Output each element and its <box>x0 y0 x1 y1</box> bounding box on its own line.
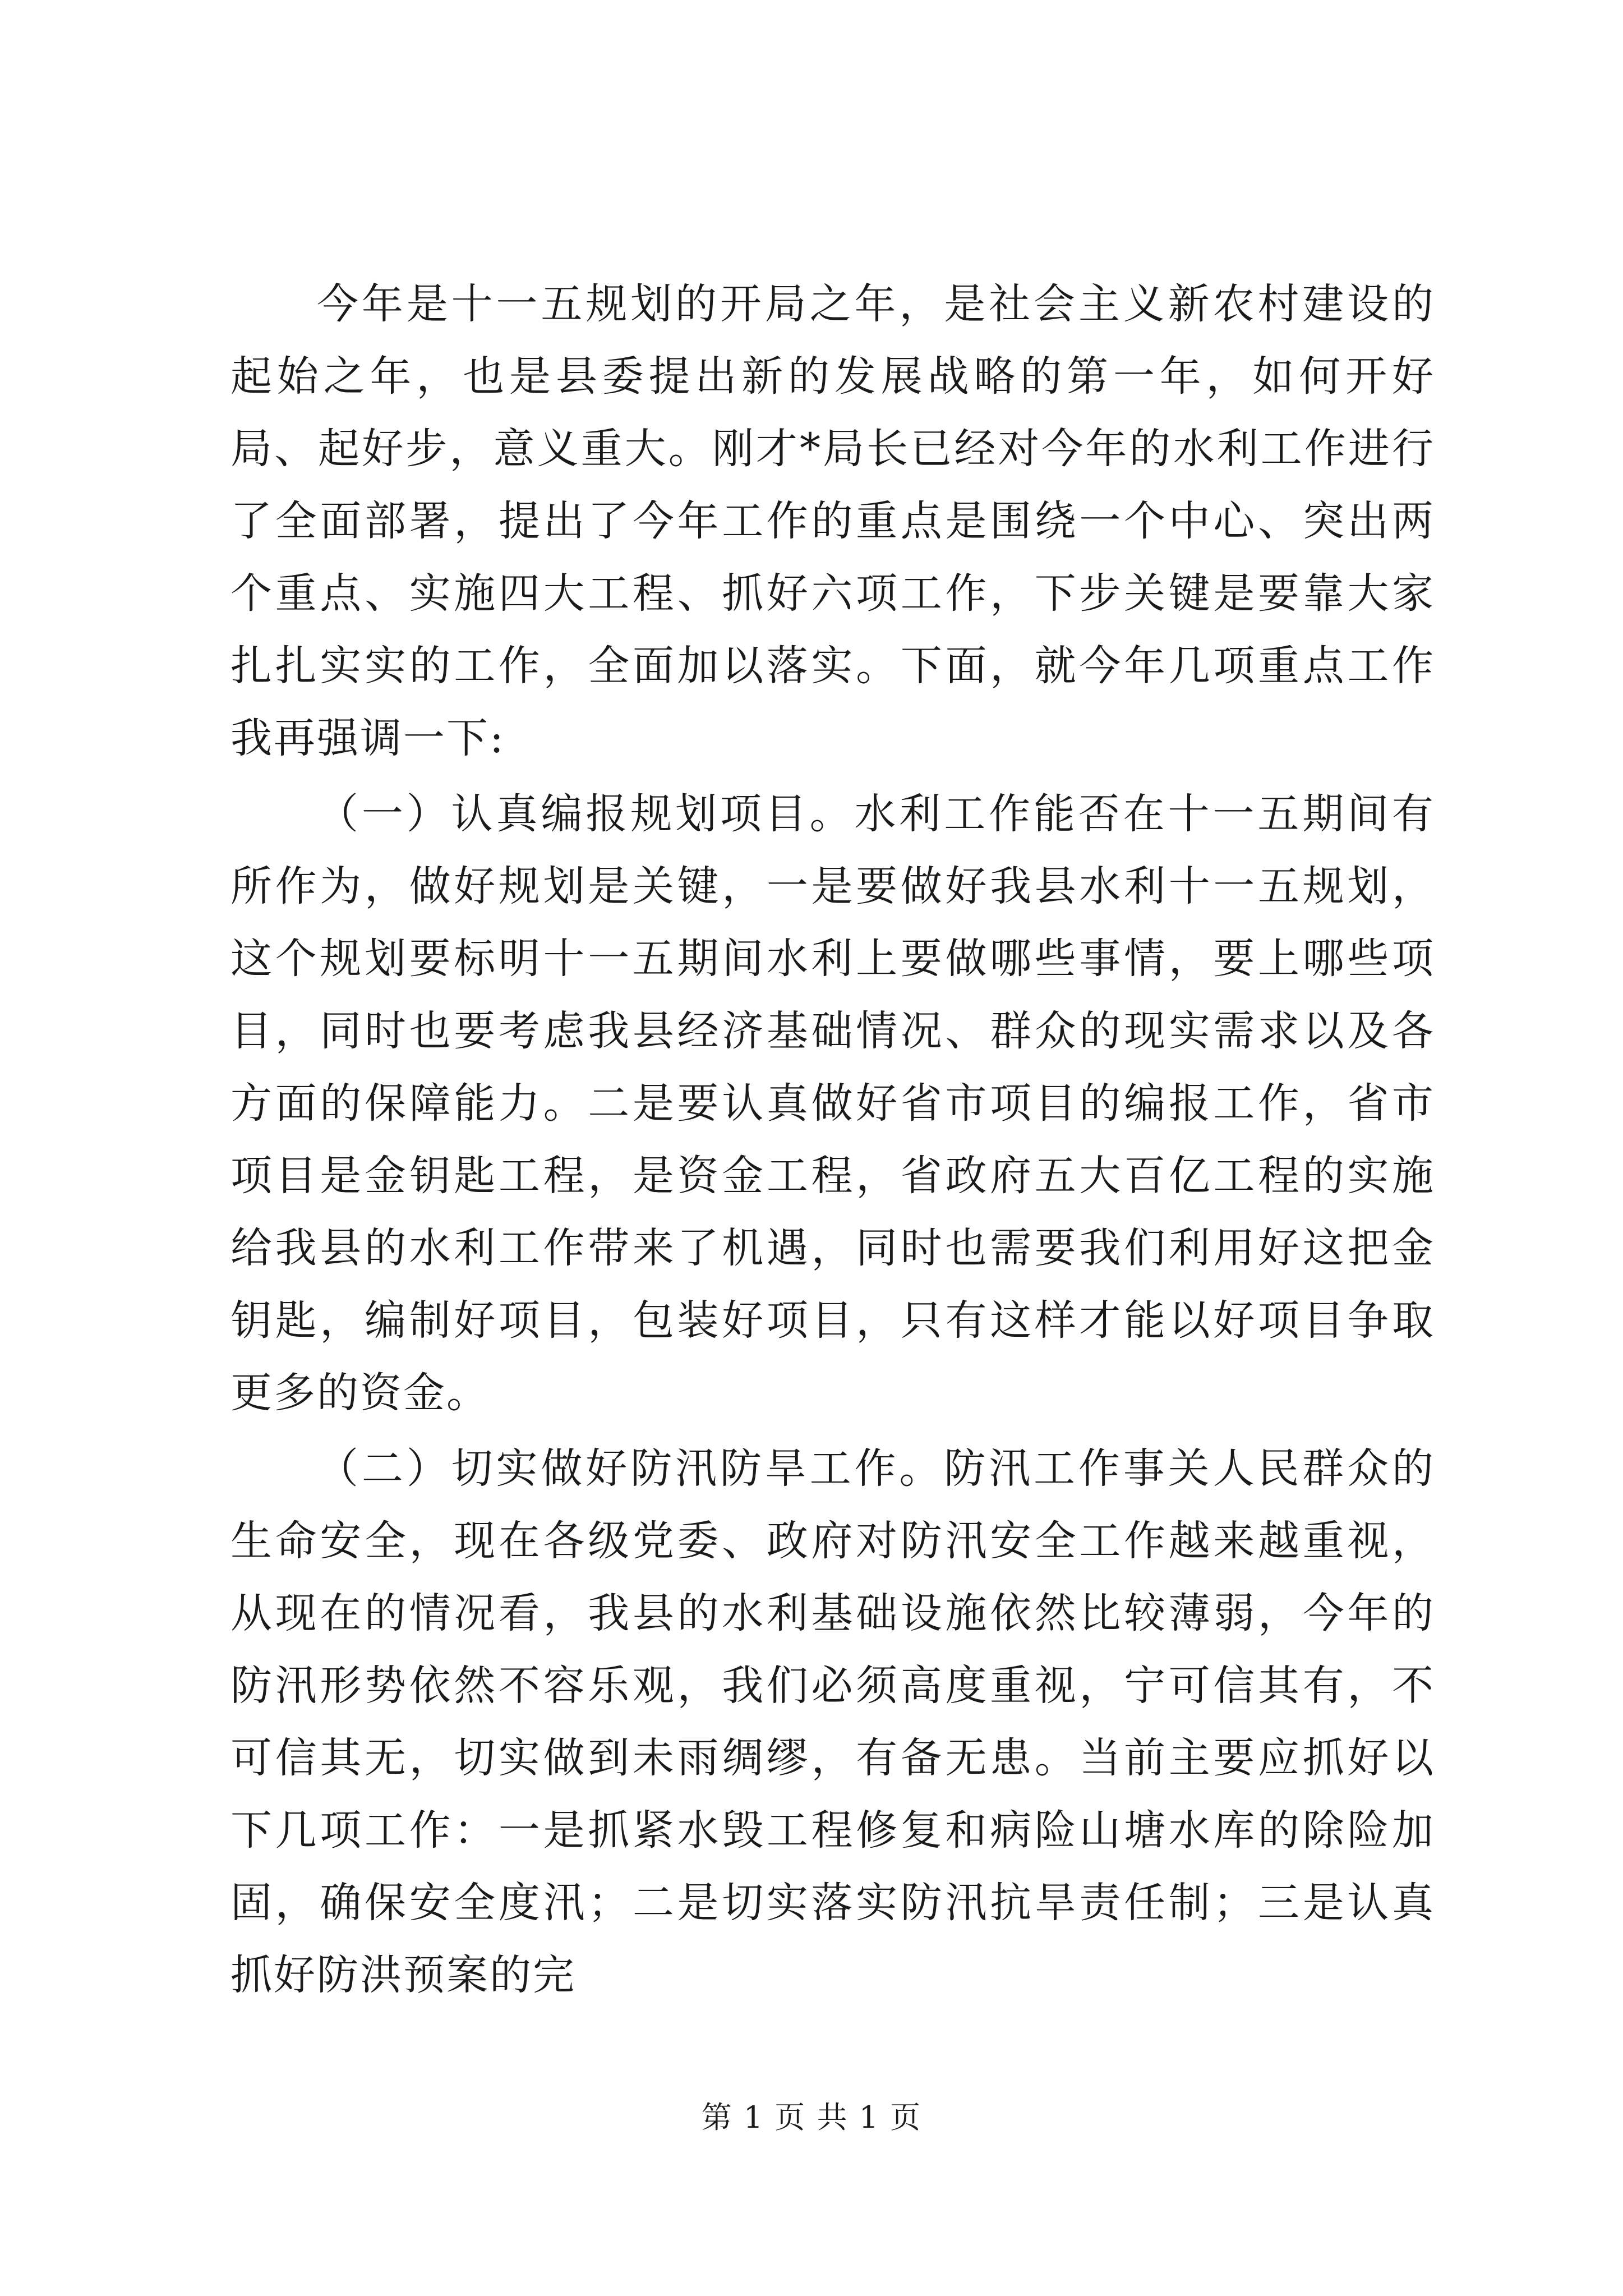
paragraph-intro: 今年是十一五规划的开局之年，是社会主义新农村建设的起始之年，也是县委提出新的发展战略的第一年，如何开好局、起好步，意义重大。刚才*局长已经对今年的水利工作进行了全面部署，提出了今年工作的重点是围绕一个中心、突出两个重点、实施四大工程、抓好六项工作，下步关键是要靠大家扎扎实实的工作，全面加以落实。下面，就今年几项重点工作我再强调一下: <box>230 280 1435 762</box>
paragraph-planning-projects: （一）认真编报规划项目。水利工作能否在十一五期间有所作为，做好规划是关键，一是要做好我县水利十一五规划，这个规划要标明十一五期间水利上要做哪些事情，要上哪些项目，同时也要考虑我县经济基础情况、群众的现实需求以及各方面的保障能力。二是要认真做好省市项目的编报工作，省市项目是金钥匙工程，是资金工程，省政府五大百亿工程的实施给我县的水利工作带来了机遇，同时也需要我们利用好这把金钥匙，编制好项目，包装好项目，只有这样才能以好项目争取更多的资金。 <box>230 790 1435 1417</box>
paragraph-flood-drought: （二）切实做好防汛防旱工作。防汛工作事关人民群众的生命安全，现在各级党委、政府对防汛安全工作越来越重视，从现在的情况看，我县的水利基础设施依然比较薄弱，今年的防汛形势依然不容乐观，我们必须高度重视，宁可信其有，不可信其无，切实做到未雨绸缪，有备无患。当前主要应抓好以下几项工作：一是抓紧水毁工程修复和病险山塘水库的除险加固，确保安全度汛；二是切实落实防汛抗旱责任制；三是认真抓好防洪预案的完 <box>230 1444 1435 1999</box>
page-footer: 第 1 页 共 1 页 <box>701 2100 922 2135</box>
document-body <box>230 268 1435 2012</box>
